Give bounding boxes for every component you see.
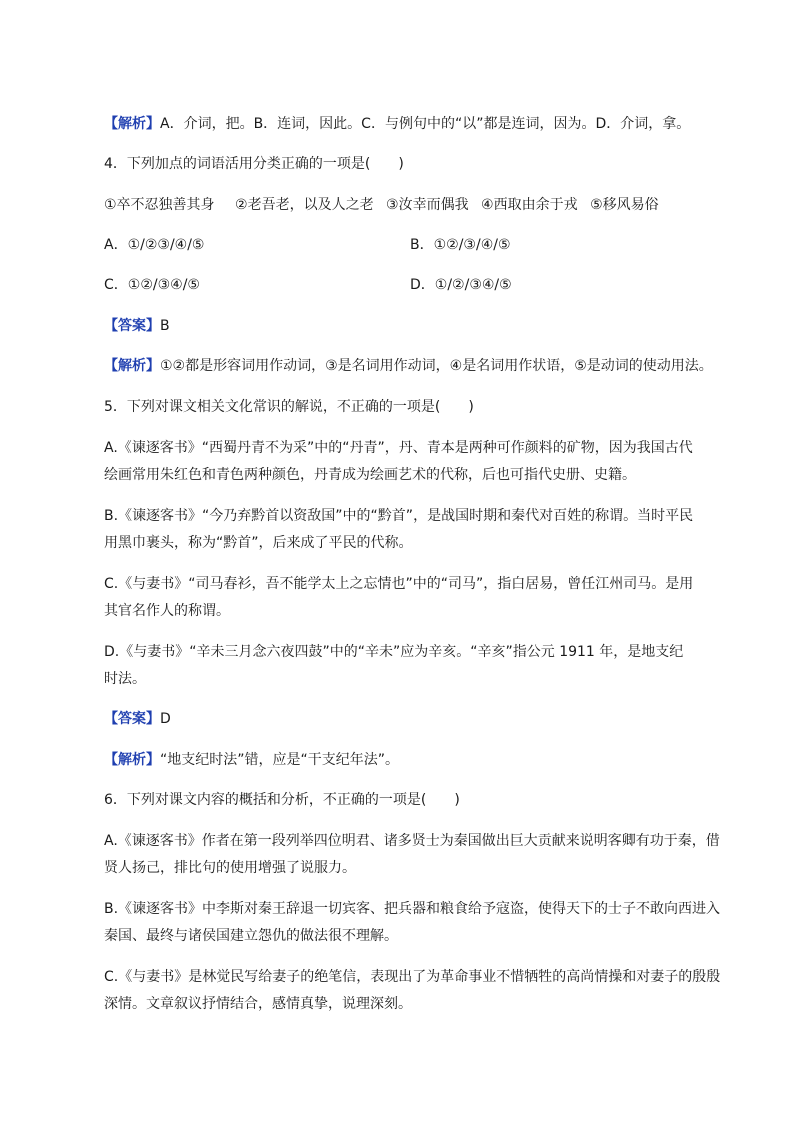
q6-option-b-line1: B.《谏逐客书》中李斯对秦王辞退一切宾客、把兵器和粮食给予寇盗，使得天下的士子不敢向西进入 [104,901,721,917]
q4-option-c: C．①②/③④/⑤ [104,277,200,293]
question-5: 5．下列对课文相关文化常识的解说，不正确的一项是( ) [104,399,474,415]
q4-option-a: A．①/②③/④/⑤ [104,237,205,253]
answer-value: B [160,318,170,334]
q4-item: ①卒不忍独善其身 [104,197,215,213]
analysis-q4 [104,357,713,375]
q4-item: ③汝幸而偶我 [386,197,469,213]
analysis-text: ①②都是形容词用作动词，③是名词用作动词，④是名词用作状语，⑤是动词的使动用法。 [160,358,713,374]
q5-option-a-line2: 绘画常用朱红色和青色两种颜色，丹青成为绘画艺术的代称，后也可指代史册、史籍。 [104,467,636,483]
q5-option-c-line1: C.《与妻书》“司马春衫，吾不能学太上之忘情也”中的“司马”，指白居易，曾任江州司马。是用 [104,576,694,592]
analysis-text: A．介词，把。B．连词，因此。C．与例句中的“以”都是连词，因为。D．介词，拿。 [160,116,691,132]
analysis-q3 [104,115,690,133]
answer-tag: 【答案】 [104,711,160,727]
q4-item: ⑤移风易俗 [590,197,659,213]
answer-q5 [104,710,171,728]
analysis-q5 [104,751,399,769]
q5-option-d-line2: 时法。 [104,671,146,687]
q4-item: ④西取由余于戎 [481,197,578,213]
q5-option-b-line1: B.《谏逐客书》“今乃弃黔首以资敌国”中的“黔首”，是战国时期和秦代对百姓的称谓。当时平民 [104,508,694,524]
q6-option-a-line2: 贤人扬己，排比句的使用增强了说服力。 [104,860,356,876]
q6-option-a-line1: A.《谏逐客书》作者在第一段列举四位明君、诸多贤士为秦国做出巨大贡献来说明客卿有功于秦，借 [104,833,720,849]
q5-option-d-line1: D.《与妻书》“辛未三月念六夜四鼓”中的“辛未”应为辛亥。“辛亥”指公元 1911 年，是地支纪 [104,644,684,660]
question-6: 6．下列对课文内容的概括和分析，不正确的一项是( ) [104,792,460,808]
q4-option-d: D．①/②/③④/⑤ [410,277,512,293]
question-4: 4．下列加点的词语活用分类正确的一项是( ) [104,156,404,172]
q5-option-b-line2: 用黑巾裹头，称为“黔首”，后来成了平民的代称。 [104,535,413,551]
answer-value: D [160,711,171,727]
q4-option-b: B．①②/③/④/⑤ [410,237,511,253]
analysis-tag: 【解析】 [104,752,160,768]
analysis-tag: 【解析】 [104,116,160,132]
q6-option-c-line1: C.《与妻书》是林觉民写给妻子的绝笔信，表现出了为革命事业不惜牺牲的高尚情操和对妻子的殷殷 [104,969,721,985]
analysis-tag: 【解析】 [104,358,160,374]
analysis-text: “地支纪时法”错，应是“干支纪年法”。 [160,752,400,768]
q6-option-c-line2: 深情。文章叙议抒情结合，感情真挚，说理深刻。 [104,996,412,1012]
q4-item: ②老吾老，以及人之老 [235,197,374,213]
answer-q4 [104,317,170,335]
q5-option-a-line1: A.《谏逐客书》“西蜀丹青不为采”中的“丹青”，丹、青本是两种可作颜料的矿物，因为我国古代 [104,440,693,456]
answer-tag: 【答案】 [104,318,160,334]
q5-option-c-line2: 其官名作人的称谓。 [104,603,230,619]
question-4-items [104,196,659,214]
q6-option-b-line2: 秦国、最终与诸侯国建立怨仇的做法很不理解。 [104,928,398,944]
